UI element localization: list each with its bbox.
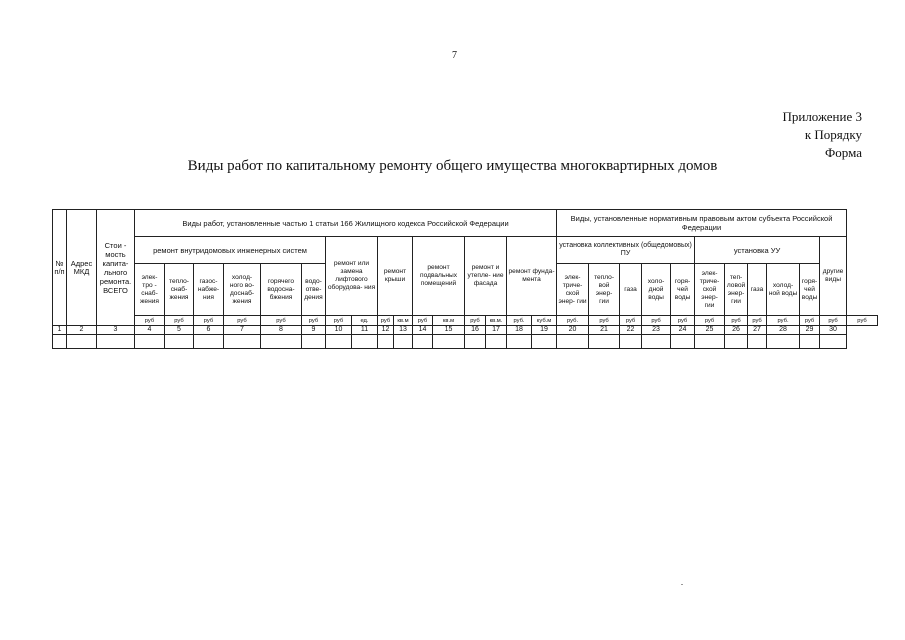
header-group-regional: Виды, установленные нормативным правовым актом субъекта Российской Федерации [557, 210, 847, 237]
appendix-line: Форма [825, 145, 862, 160]
unit-cell: руб [671, 316, 695, 326]
column-number-cell: 26 [725, 326, 748, 335]
unit-cell: руб [642, 316, 671, 326]
column-number-cell: 19 [532, 326, 557, 335]
empty-cell [748, 335, 767, 349]
column-number-cell: 15 [433, 326, 465, 335]
unit-cell: руб [620, 316, 642, 326]
column-number-cell: 13 [394, 326, 413, 335]
empty-cell [465, 335, 486, 349]
column-number-cell: 25 [695, 326, 725, 335]
empty-cell [194, 335, 224, 349]
unit-cell: руб [135, 316, 165, 326]
header-basement: ремонт подвальных помещений [413, 237, 465, 316]
column-number-cell: 10 [326, 326, 352, 335]
column-number-cell: 12 [378, 326, 394, 335]
header-uu-hot: горя- чей воды [800, 264, 820, 316]
empty-cell [725, 335, 748, 349]
unit-cell: кв.м [394, 316, 413, 326]
unit-cell: руб [194, 316, 224, 326]
header-pu-hot: горя- чей воды [671, 264, 695, 316]
empty-cell [261, 335, 302, 349]
unit-cell: руб [748, 316, 767, 326]
appendix-line: Приложение 3 [782, 109, 862, 124]
empty-cell [378, 335, 394, 349]
header-meters-collective: установка коллективных (общедомовых) ПУ [557, 237, 695, 264]
empty-cell [394, 335, 413, 349]
header-hot-water: горячего водосна- бжения [261, 264, 302, 316]
header-group-federal: Виды работ, установленные частью 1 статьи 166 Жилищного кодекса Российской Федерации [135, 210, 557, 237]
unit-cell: руб [378, 316, 394, 326]
column-number-cell: 29 [800, 326, 820, 335]
appendix-block [782, 108, 862, 162]
header-uu-heat: теп- ловой энер- гии [725, 264, 748, 316]
header-uu-gas: газа [748, 264, 767, 316]
unit-cell: руб [820, 316, 847, 326]
empty-cell [767, 335, 800, 349]
empty-cell [413, 335, 433, 349]
column-number-cell: 14 [413, 326, 433, 335]
empty-cell [67, 335, 97, 349]
header-internal-systems: ремонт внутридомовых инженерных систем [135, 237, 326, 264]
page-number: 7 [452, 50, 457, 61]
header-other: другие виды [820, 237, 847, 316]
column-number-cell: 18 [507, 326, 532, 335]
header-pu-electric: элек- триче- ской энер- гии [557, 264, 589, 316]
empty-cell [224, 335, 261, 349]
unit-cell: руб [224, 316, 261, 326]
column-number-cell: 20 [557, 326, 589, 335]
empty-cell [589, 335, 620, 349]
empty-cell [800, 335, 820, 349]
header-elevator: ремонт или замена лифтового оборудова- ния [326, 237, 378, 316]
empty-cell [53, 335, 67, 349]
column-number-cell: 23 [642, 326, 671, 335]
empty-cell [135, 335, 165, 349]
unit-cell: руб [725, 316, 748, 326]
column-number-cell: 28 [767, 326, 800, 335]
empty-cell [97, 335, 135, 349]
unit-cell: руб [261, 316, 302, 326]
column-number-cell: 30 [820, 326, 847, 335]
header-facade: ремонт и утепле- ние фасада [465, 237, 507, 316]
unit-cell: руб. [557, 316, 589, 326]
empty-cell [302, 335, 326, 349]
empty-cell [671, 335, 695, 349]
unit-cell: руб [165, 316, 194, 326]
works-table-container [52, 209, 878, 349]
header-drainage: водо- отве- дения [302, 264, 326, 316]
header-foundation: ремонт фунда- мента [507, 237, 557, 316]
column-number-cell: 22 [620, 326, 642, 335]
document-title: Виды работ по капитальному ремонту общего имущества многоквартирных домов [187, 158, 718, 174]
units-row [53, 316, 878, 326]
empty-cell [486, 335, 507, 349]
unit-cell: руб [800, 316, 820, 326]
empty-cell [642, 335, 671, 349]
header-uu-cold: холод- ной воды [767, 264, 800, 316]
column-number-cell: 11 [352, 326, 378, 335]
empty-cell [620, 335, 642, 349]
header-gas: газос- набже- ния [194, 264, 224, 316]
empty-cell [695, 335, 725, 349]
column-number-cell: 7 [224, 326, 261, 335]
empty-cell [326, 335, 352, 349]
column-number-cell: 3 [97, 326, 135, 335]
empty-cell [507, 335, 532, 349]
column-number-cell: 4 [135, 326, 165, 335]
column-number-cell: 21 [589, 326, 620, 335]
empty-cell [532, 335, 557, 349]
unit-cell: руб [302, 316, 326, 326]
empty-cell [352, 335, 378, 349]
column-numbers-row [53, 326, 878, 335]
header-uu-electric: элек- триче- ской энер- гии [695, 264, 725, 316]
empty-data-row [53, 335, 878, 349]
column-number-cell: 2 [67, 326, 97, 335]
header-pu-heat: тепло- вой энер- гии [589, 264, 620, 316]
unit-cell: руб [695, 316, 725, 326]
unit-cell: руб [326, 316, 352, 326]
unit-cell: руб [847, 316, 878, 326]
unit-cell: руб [465, 316, 486, 326]
unit-cell: руб. [507, 316, 532, 326]
header-roof: ремонт крыши [378, 237, 413, 316]
header-electricity: элек- тро - снаб- жения [135, 264, 165, 316]
empty-cell [557, 335, 589, 349]
unit-cell: руб [589, 316, 620, 326]
column-number-cell: 1 [53, 326, 67, 335]
header-meters-uu: установка УУ [695, 237, 820, 264]
works-table [52, 209, 878, 349]
unit-cell: руб. [767, 316, 800, 326]
column-number-cell: 8 [261, 326, 302, 335]
column-number-cell: 6 [194, 326, 224, 335]
column-number-cell: 16 [465, 326, 486, 335]
appendix-line: к Порядку [804, 127, 862, 142]
column-number-cell: 24 [671, 326, 695, 335]
empty-cell [165, 335, 194, 349]
header-number: № п/п [53, 210, 67, 326]
header-address: Адрес МКД [67, 210, 97, 326]
column-number-cell: 27 [748, 326, 767, 335]
empty-cell [433, 335, 465, 349]
header-cold-water: холод- ного во- доснаб- жения [224, 264, 261, 316]
column-number-cell: 5 [165, 326, 194, 335]
scan-speck [681, 584, 683, 585]
column-number-cell: 17 [486, 326, 507, 335]
unit-cell: куб.м [532, 316, 557, 326]
header-heat: тепло- снаб- жения [165, 264, 194, 316]
empty-cell [820, 335, 847, 349]
column-number-cell: 9 [302, 326, 326, 335]
unit-cell: руб [413, 316, 433, 326]
unit-cell: кв.м [433, 316, 465, 326]
header-pu-cold: холо- дной воды [642, 264, 671, 316]
unit-cell: ед. [352, 316, 378, 326]
header-total-cost: Стои - мость капита- льного ремонта. ВСЕГО [97, 210, 135, 326]
unit-cell: кв.м. [486, 316, 507, 326]
header-pu-gas: газа [620, 264, 642, 316]
